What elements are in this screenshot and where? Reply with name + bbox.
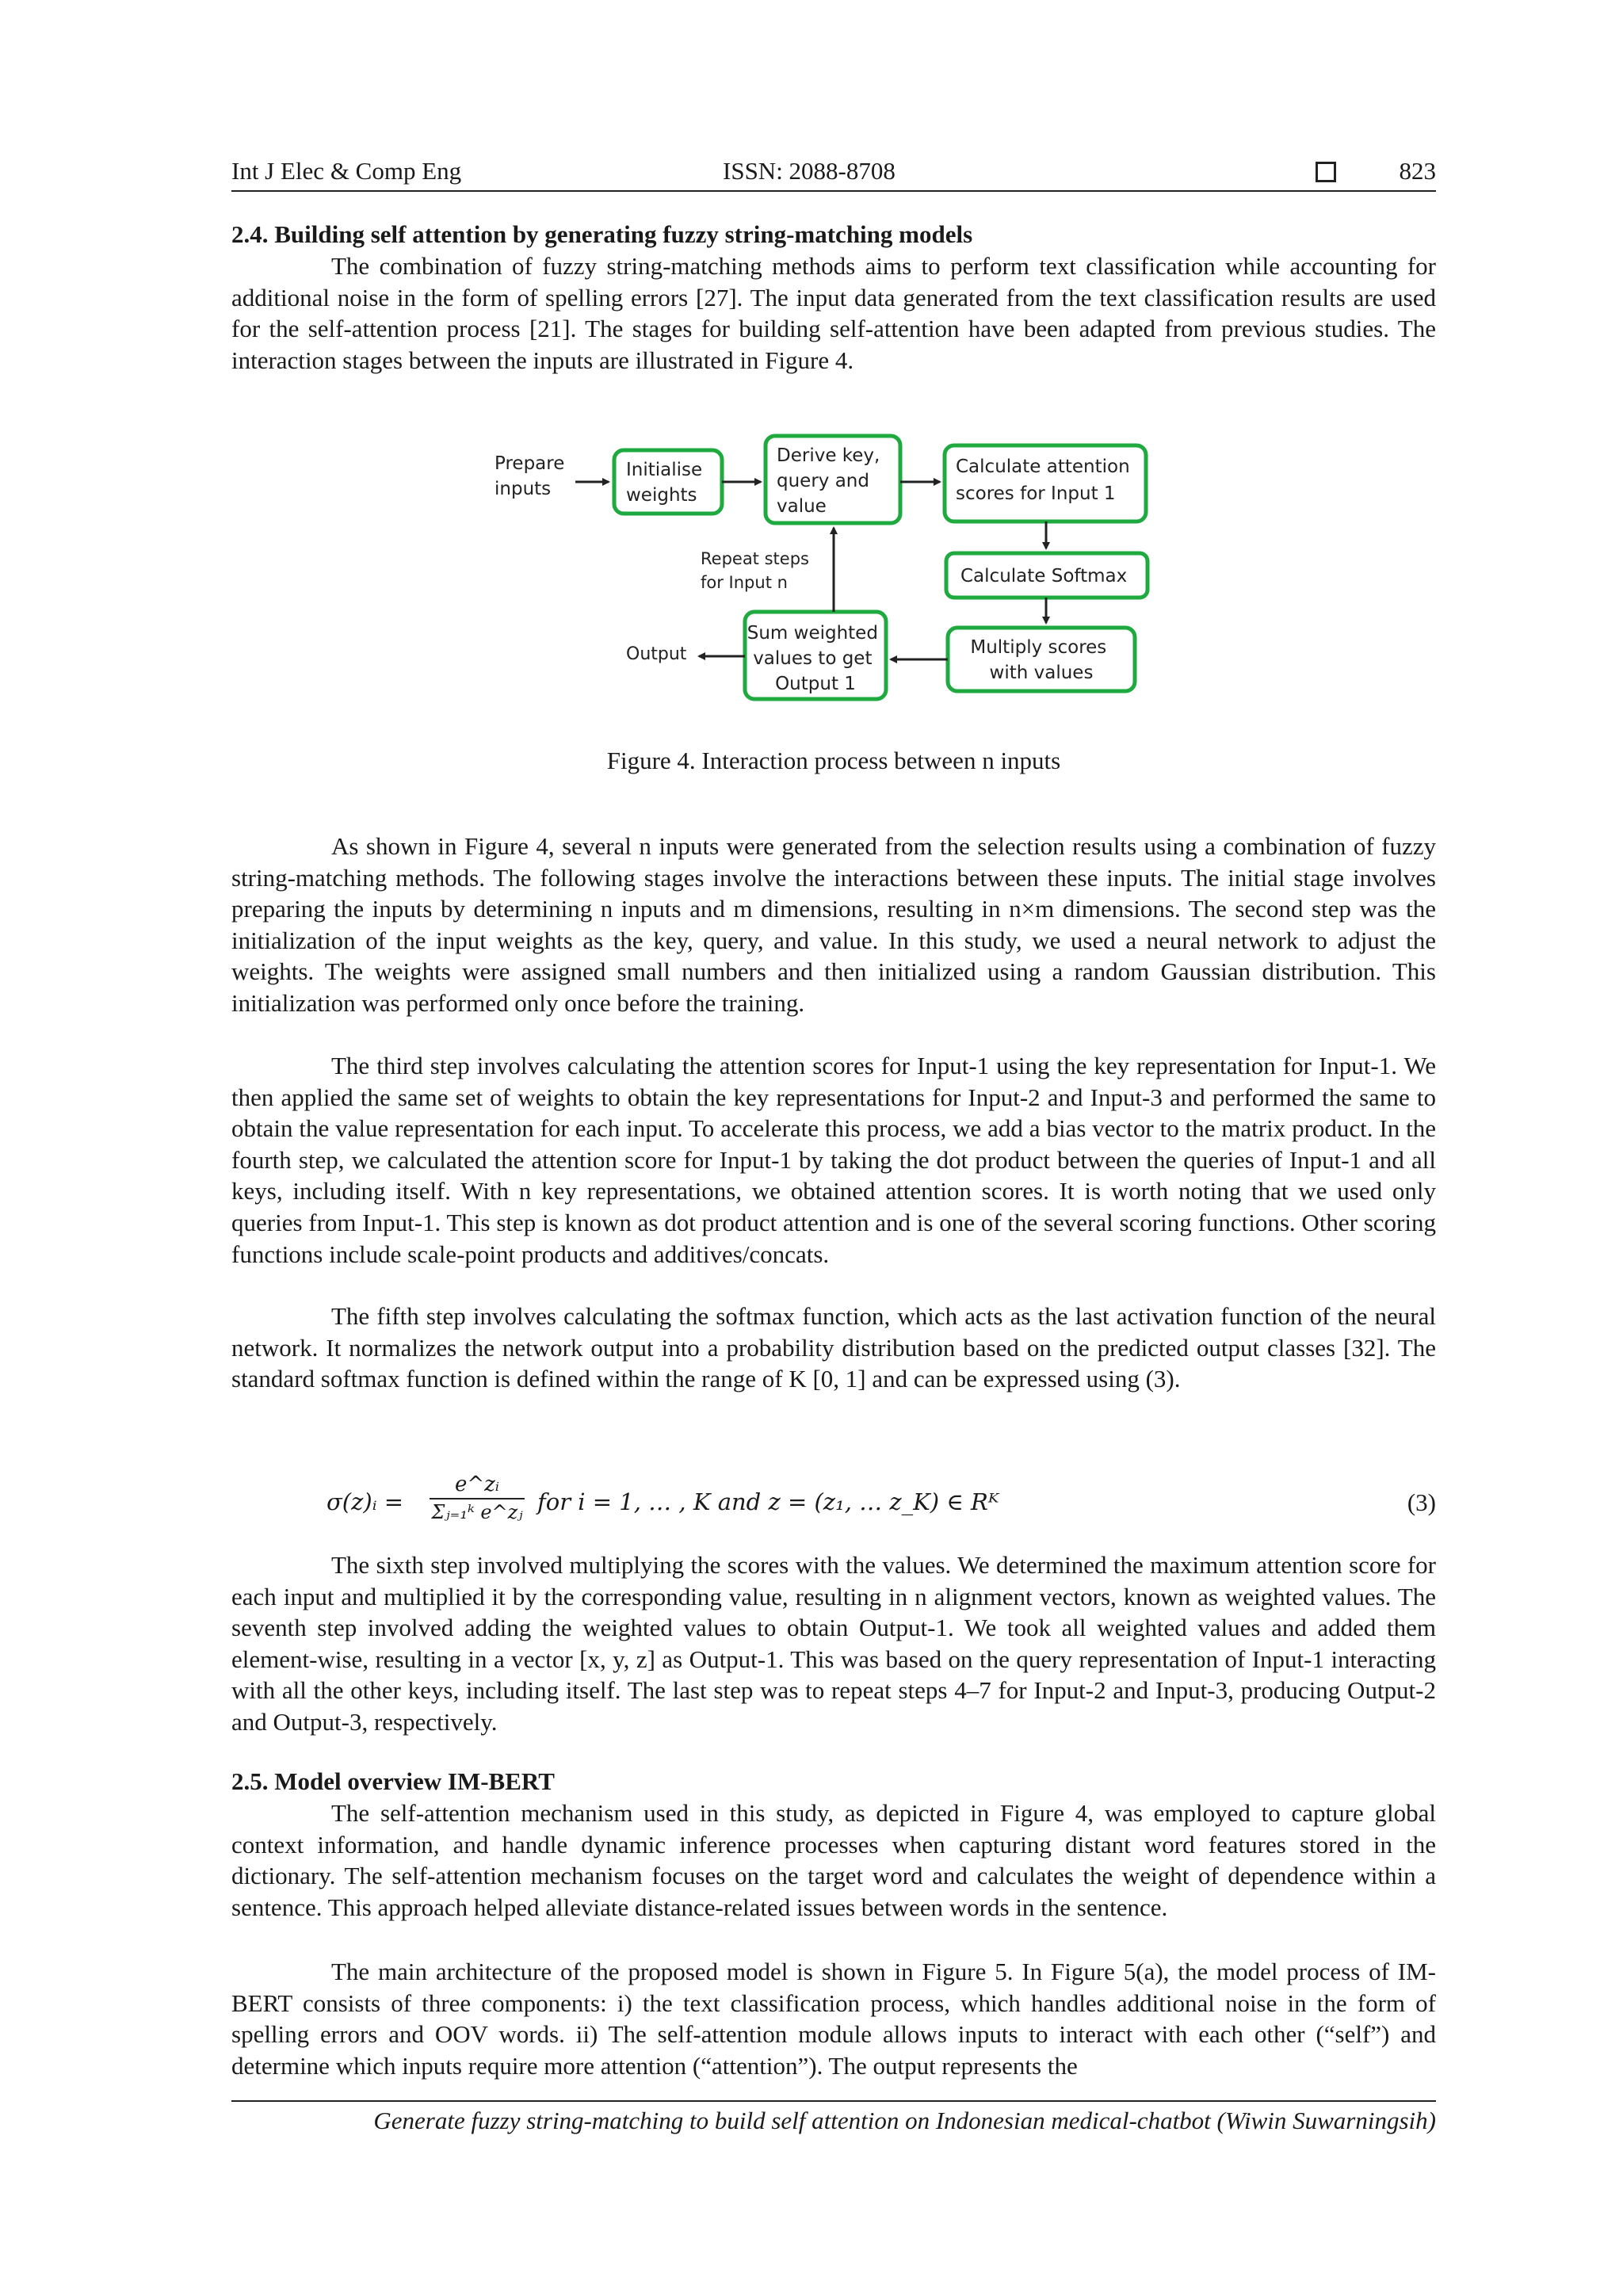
sum-weighted-label: Sum weighted values to get Output 1 [747,623,878,694]
equation-lhs: σ(z)ᵢ = [327,1488,404,1515]
square-icon [1316,162,1336,182]
page-number: 823 [1399,157,1436,185]
prepare-inputs-label: Prepare inputs [495,453,565,499]
equation-denominator: Σⱼ₌₁ᵏ e^zⱼ [431,1501,523,1523]
running-footer: Generate fuzzy string-matching to build self attention on Indonesian medical-chatbot (Wiwin Suwarningsih) [231,2100,1436,2135]
equation-rhs: for i = 1, … , K and z = (z₁, … z_K) ∈ Rᴷ [537,1488,999,1515]
figure-4-flowchart [475,428,1173,705]
figure-caption: Figure 4. Interaction process between n inputs [606,747,1061,774]
paragraph: The fifth step involves calculating the softmax function, which acts as the last activation function of the neural network. It normalizes the network output into a probability distribution based on the predicted output classes [32]. The standard softmax function is defined within the range of K [0, 1] and can be expressed using (3). [231,1302,1436,1393]
issn: ISSN: 2088-8708 [723,157,896,185]
softmax-equation [327,1473,1436,1544]
paragraph: The sixth step involved multiplying the scores with the values. We determined the maximum attention score for each input and multiplied it by the corresponding value, resulting in n alignment vectors, known as weighted values. The seventh step involved adding the weighted values to obtain Output-1. We took all weighted values and added them element-wise, resulting in a vector [x, y, z] as Output-1. This was based on the query representation of Input-1 interacting with all the other keys, including itself. The last step was to repeat steps 4–7 for Input-2 and Input-3, producing Output-2 and Output-3, respectively. [231,1551,1436,1736]
section-heading-2-4: 2.4. Building self attention by generating fuzzy string-matching models [231,220,973,248]
paragraph: The main architecture of the proposed model is shown in Figure 5. In Figure 5(a), the model process of IM-BERT consists of three components: i) the text classification process, which handles additional noise in the form of spelling errors and OOV words. ii) The self-attention module allows inputs to interact with each other (“self”) and determine which inputs require more attention (“attention”). The output represents the [231,1958,1436,2080]
multiply-scores-label: Multiply scores with values [970,637,1107,683]
paragraph: The combination of fuzzy string-matching methods aims to perform text classification while accounting for additional noise in the form of spelling errors [27]. The input data generated from the text classification results are used for the self-attention process [21]. The stages for building self-attention have been adapted from previous studies. The interaction stages between the inputs are illustrated in Figure 4. [231,252,1436,374]
calculate-softmax-label: Calculate Softmax [960,566,1128,586]
equation-fraction [430,1473,525,1523]
derive-kqv-label: Derive key, query and value [777,445,880,517]
initialise-weights-label: Initialise weights [626,460,703,506]
repeat-steps-label: Repeat steps for Input n [701,549,809,592]
running-header [231,157,1436,192]
paragraph: The third step involves calculating the attention scores for Input-1 using the key representation for Input-1. We then applied the same set of weights to obtain the key representations for Input-2 and Input-3 and performed the same to obtain the value representation for each input. To accelerate this process, we add a bias vector to the matrix product. In the fourth step, we calculated the attention score for Input-1 by taking the dot product between the queries of Input-1 and all keys, including itself. With n key representations, we obtained attention scores. It is worth noting that we used only queries from Input-1. This step is known as dot product attention and is one of the several scoring functions. Other scoring functions include scale-point products and additives/concats. [231,1052,1436,1268]
equation-numerator: e^zᵢ [430,1473,525,1499]
paragraph: The self-attention mechanism used in this study, as depicted in Figure 4, was employed to capture global context information, and handle dynamic inference processes when capturing distant word features stored in the dictionary. The self-attention mechanism focuses on the target word and calculates the weight of dependence within a sentence. This approach helped alleviate distance-related issues between words in the sentence. [231,1799,1436,1921]
paragraph: As shown in Figure 4, several n inputs were generated from the selection results using a combination of fuzzy string-matching methods. The following stages involve the interactions between these inputs. The initial stage involves preparing the inputs by determining n inputs and m dimensions, resulting in n×m dimensions. The second step was the initialization of the input weights as the key, query, and value. In this study, we used a neural network to adjust the weights. The weights were assigned small numbers and then initialized using a random Gaussian distribution. This initialization was performed only once before the training. [231,832,1436,1017]
calculate-attention-label: Calculate attention scores for Input 1 [956,457,1130,504]
equation-number: (3) [1407,1488,1436,1516]
section-heading-2-5: 2.5. Model overview IM-BERT [231,1767,555,1795]
journal-name: Int J Elec & Comp Eng [231,157,462,185]
output-label: Output [626,644,687,664]
flowchart-svg [475,428,1173,705]
